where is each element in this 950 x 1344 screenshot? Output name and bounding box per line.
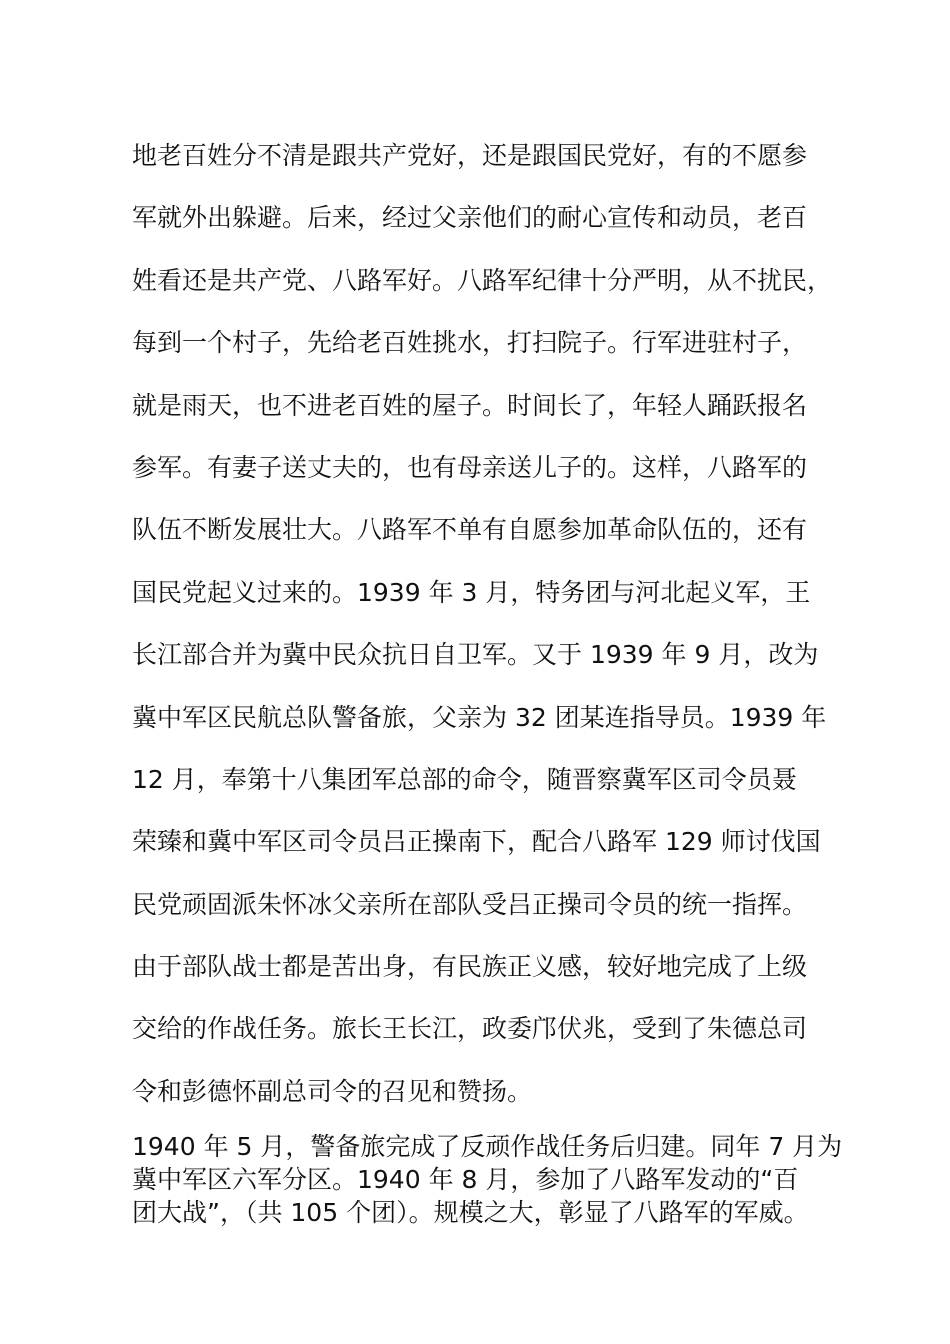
text-line: 姓看还是共产党、八路军好。八路军纪律十分严明，从不扰民， [132, 265, 833, 295]
paragraph-1 [132, 125, 833, 1123]
text-line: 队伍不断发展壮大。八路军不单有自愿参加革命队伍的，还有 [132, 515, 808, 545]
text-line: 地老百姓分不清是跟共产党好，还是跟国民党好，有的不愿参 [132, 141, 808, 170]
text-line: 团大战”，（共 105 个团）。规模之大，彰显了八路军的军威。 [132, 1198, 809, 1227]
text-line: 1940 年 5 月，警备旅完成了反顽作战任务后归建。同年 7 月为 [132, 1132, 843, 1161]
text-line: 交给的作战任务。旅长王长江，政委邝伏兆，受到了朱德总司 [132, 1014, 808, 1044]
text-line: 参军。有妻子送丈夫的，也有母亲送儿子的。这样，八路军的 [132, 452, 808, 482]
text-line: 荣臻和冀中军区司令员吕正操南下，配合八路军 129 师讨伐国 [132, 827, 821, 857]
text-line: 令和彭德怀副总司令的召见和赞扬。 [132, 1076, 533, 1106]
text-line: 就是雨天，也不进老百姓的屋子。时间长了，年轻人踊跃报名 [132, 390, 808, 420]
text-line: 冀中军区六军分区。1940 年 8 月，参加了八路军发动的“百 [132, 1165, 799, 1194]
text-line: 每到一个村子，先给老百姓挑水，打扫院子。行军进驻村子， [132, 328, 808, 358]
text-line: 民党顽固派朱怀冰父亲所在部队受吕正操司令员的统一指挥。 [132, 889, 808, 919]
paragraph-2 [132, 1130, 843, 1229]
text-line: 冀中军区民航总队警备旅，父亲为 32 团某连指导员。1939 年 [132, 702, 827, 732]
text-line: 军就外出躲避。后来，经过父亲他们的耐心宣传和动员，老百 [132, 203, 808, 233]
text-line: 12 月，奉第十八集团军总部的命令，随晋察冀军区司令员聂 [132, 764, 797, 794]
text-line: 由于部队战士都是苦出身，有民族正义感，较好地完成了上级 [132, 952, 808, 982]
text-line: 国民党起义过来的。1939 年 3 月，特务团与河北起义军，王 [132, 577, 811, 607]
text-line: 长江部合并为冀中民众抗日自卫军。又于 1939 年 9 月，改为 [132, 640, 819, 670]
